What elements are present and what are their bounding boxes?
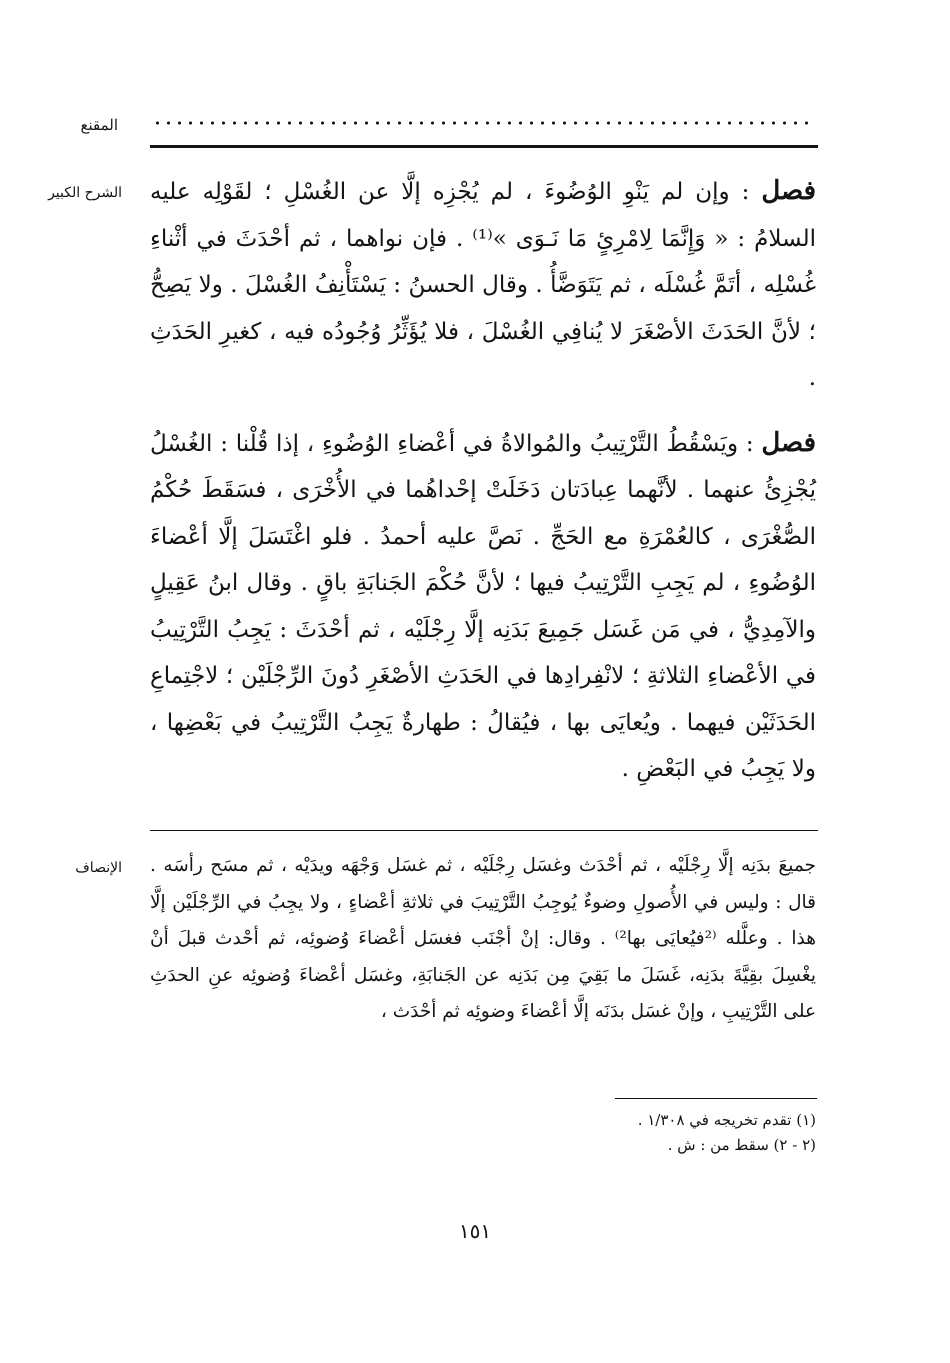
footnote-rule bbox=[615, 1098, 817, 1099]
footnotes bbox=[416, 1108, 816, 1158]
section-divider bbox=[150, 830, 818, 831]
header-rule bbox=[150, 145, 818, 148]
footnote-1: (١) تقدم تخريجه في ١/٣٠٨ . bbox=[637, 1111, 816, 1129]
header-dotted-leader bbox=[152, 120, 816, 126]
margin-label-main: الشرح الكبير bbox=[48, 185, 122, 201]
section-keyword: فصل bbox=[761, 176, 816, 206]
commentary-text-block: جميعَ بدَنِه إلَّا رِجْلَيْه ، ثم أحْدَث وغسَل رِجْلَيْه ، ثم غسَل وَجْهَه ويدَيْه ، ثم مسَح رأسَه . قال : وليس في الأُصولِ وضوءٌ يُوجِبُ التَّرْتِيبَ في ثلاثةِ أعْضاءٍ ، ولا يجِبُ في الرِّجْلَيْن إلَّا هذا . وعلَّله ⁽²فيُعايَى بها²⁾ . وقال: إنْ أجْنَب فغسَل أعْضاءَ وُضوئِه، ثم أحْدث قبلَ أنْ يغْسِلَ بقِيَّةَ بدَنِه، غَسَلَ ما بَقِيَ مِن بَدَنِه عن الجَنابَةِ، وغسَل أعْضاءَ وُضوئِه عنِ الحدَثِ على التَّرْتِيبِ ، وإنْ غسَل بدَنَه إلَّا أعْضاءَ وضوئِه ثم أحْدَث ، bbox=[150, 855, 816, 1022]
footnote-2: (٢ - ٢) سقط من : ش . bbox=[667, 1136, 816, 1154]
section-keyword: فصل bbox=[761, 427, 816, 458]
main-text-block bbox=[150, 168, 816, 793]
page-number: ١٥١ bbox=[458, 1219, 492, 1243]
paragraph-body: : ويَسْقُطُ التَّرْتِيبُ والمُوالاةُ في أعْضاءِ الوُضُوءِ ، إذا قُلْنا : الغُسْلُ يُجْزِئُ عنهما . لأنَّهما عِبادَتان دَخَلَتْ إحْداهُما في الأُخْرَى ، فسَقَطَ حُكْمُ الصُّغْرَى ، كالعُمْرَةِ مع الحَجِّ . نَصَّ عليه أحمدُ . فلو اغْتَسَلَ إلَّا أعْضاءَ الوُضُوءِ ، لم يَجِبِ التَّرْتِيبُ فيها ؛ لأنَّ حُكْمَ الجَنابَةِ باقٍ . وقال ابنُ عَقِيلٍ والآمِدِيُّ ، في مَن غَسَل جَمِيعَ بَدَنِه إلَّا رِجْلَيْه ، ثم أحْدَثَ : يَجِبُ التَّرْتِيبُ في الأعْضاءِ الثلاثةِ ؛ لانْفِرادِها في الحَدَثِ الأصْغَرِ دُونَ الرِّجْلَيْن ؛ لاجْتِماعِ الحَدَثَيْن فيهما . ويُعايَى بها ، فيُقالُ : طهارةٌ يَجِبُ التَّرْتِيبُ في بَعْضِها ، ولا يَجِبُ في البَعْضِ . bbox=[150, 430, 816, 782]
main-paragraph-2 bbox=[150, 420, 816, 793]
main-paragraph-1 bbox=[150, 168, 816, 402]
running-header-title: المقنع bbox=[80, 116, 118, 134]
paragraph-body: : وإن لم يَنْوِ الوُضُوءَ ، لم يُجْزِه إلَّا عن الغُسْلِ ؛ لقَوْلِه عليه السلامُ : « وَإِنَّمَا لِامْرِئٍ مَا نَـوَى »⁽¹⁾ . فإن نواهما ، ثم أحْدَثَ في أثْناءِ غُسْلِه ، أتَمَّ غُسْلَه ، ثم يَتَوَضَّأُ . وقال الحسنُ : يَسْتَأْنِفُ الغُسْلَ . ولا يَصِحُّ ؛ لأنَّ الحَدَثَ الأصْغَرَ لا يُنافِي الغُسْلَ ، فلا يُؤَثِّرُ وُجُودُه فيه ، كغيرِ الحَدَثِ . bbox=[150, 179, 816, 391]
margin-label-commentary: الإنصاف bbox=[75, 860, 122, 876]
